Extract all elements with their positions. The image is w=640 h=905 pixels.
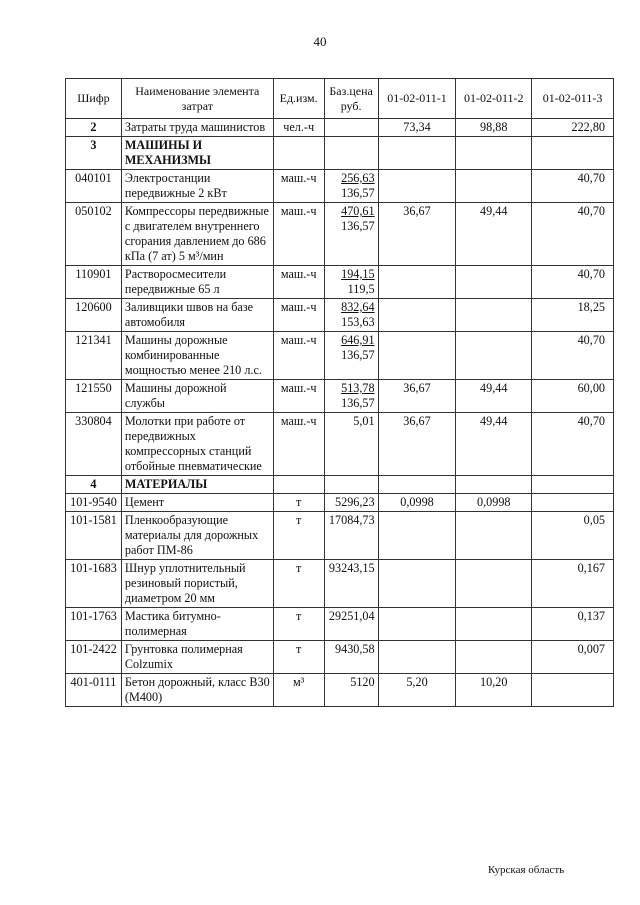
table-row	[66, 137, 614, 170]
cell-code: 2	[66, 119, 122, 137]
cell-unit: маш.-ч	[273, 266, 324, 299]
cell-name: Грунтовка полимерная Colzumix	[121, 641, 273, 674]
cell-unit	[273, 137, 324, 170]
cost-table	[65, 78, 614, 707]
cell-name: Затраты труда машинистов	[121, 119, 273, 137]
cell-col1	[378, 476, 456, 494]
cell-name: Растворосмесители передвижные 65 л	[121, 266, 273, 299]
cell-col3: 0,167	[532, 560, 614, 608]
cell-code: 4	[66, 476, 122, 494]
cell-base-price	[324, 512, 378, 560]
cell-unit	[273, 476, 324, 494]
cell-code: 120600	[66, 299, 122, 332]
cell-col2: 49,44	[456, 380, 532, 413]
cell-col1	[378, 266, 456, 299]
cell-unit: м³	[273, 674, 324, 707]
header-code: Шифр	[66, 79, 122, 119]
cell-base-price	[324, 170, 378, 203]
cell-col1	[378, 608, 456, 641]
cell-code: 401-0111	[66, 674, 122, 707]
base-price-value: 256,63	[341, 171, 375, 185]
cell-code: 121550	[66, 380, 122, 413]
cell-col2	[456, 512, 532, 560]
base-price-value: 5296,23	[335, 495, 375, 509]
cell-col2	[456, 170, 532, 203]
cell-base-price	[324, 608, 378, 641]
table-row	[66, 170, 614, 203]
cell-unit: маш.-ч	[273, 380, 324, 413]
cell-col2	[456, 560, 532, 608]
cell-col3	[532, 137, 614, 170]
cell-col3: 40,70	[532, 266, 614, 299]
base-price-value: 93243,15	[328, 561, 375, 575]
cell-code: 101-2422	[66, 641, 122, 674]
table-row	[66, 203, 614, 266]
table-row	[66, 608, 614, 641]
base-price-value: 5120	[350, 675, 375, 689]
cell-name: МАТЕРИАЛЫ	[121, 476, 273, 494]
cell-col1	[378, 641, 456, 674]
cell-col3	[532, 476, 614, 494]
cell-col1	[378, 332, 456, 380]
table-row	[66, 641, 614, 674]
cell-base-price	[324, 203, 378, 266]
cell-name: Шнур уплотнительный резиновый пористый, диаметром 20 мм	[121, 560, 273, 608]
cell-code: 101-1581	[66, 512, 122, 560]
cell-col2	[456, 332, 532, 380]
cell-code: 3	[66, 137, 122, 170]
base-price-value: 470,61	[341, 204, 375, 218]
cell-name: Пленкообразующие материалы для дорожных работ ПМ-86	[121, 512, 273, 560]
base-price-value: 29251,04	[328, 609, 375, 623]
cell-base-price	[324, 119, 378, 137]
cell-name: МАШИНЫ И МЕХАНИЗМЫ	[121, 137, 273, 170]
header-col2: 01-02-011-2	[456, 79, 532, 119]
base-price-wage: 136,57	[341, 396, 375, 410]
cell-code: 121341	[66, 332, 122, 380]
cell-code: 101-1763	[66, 608, 122, 641]
cell-base-price	[324, 413, 378, 476]
cell-name: Мастика битумно-полимерная	[121, 608, 273, 641]
cell-col3	[532, 494, 614, 512]
cell-base-price	[324, 641, 378, 674]
cell-col1	[378, 299, 456, 332]
cell-col3: 18,25	[532, 299, 614, 332]
cell-col1: 36,67	[378, 413, 456, 476]
cell-col1: 73,34	[378, 119, 456, 137]
cell-code: 101-1683	[66, 560, 122, 608]
cell-name: Машины дорожные комбинированные мощностью менее 210 л.с.	[121, 332, 273, 380]
base-price-wage: 119,5	[347, 282, 375, 296]
cell-col2: 49,44	[456, 203, 532, 266]
cell-unit: маш.-ч	[273, 332, 324, 380]
cell-unit: т	[273, 641, 324, 674]
base-price-wage: 136,57	[341, 219, 375, 233]
table-row	[66, 332, 614, 380]
cell-col1: 0,0998	[378, 494, 456, 512]
cell-unit: маш.-ч	[273, 203, 324, 266]
base-price-value: 832,64	[341, 300, 375, 314]
cell-unit: т	[273, 560, 324, 608]
cell-code: 110901	[66, 266, 122, 299]
cell-col3: 222,80	[532, 119, 614, 137]
table-row	[66, 512, 614, 560]
table-row	[66, 674, 614, 707]
cell-base-price	[324, 674, 378, 707]
header-col3: 01-02-011-3	[532, 79, 614, 119]
cell-col3: 0,137	[532, 608, 614, 641]
cell-col3: 0,007	[532, 641, 614, 674]
base-price-value: 513,78	[341, 381, 375, 395]
table-row	[66, 560, 614, 608]
cell-col2	[456, 476, 532, 494]
cell-name: Электростанции передвижные 2 кВт	[121, 170, 273, 203]
header-name: Наименование элемента затрат	[121, 79, 273, 119]
cell-col3: 40,70	[532, 413, 614, 476]
cell-unit: т	[273, 494, 324, 512]
cell-col3: 0,05	[532, 512, 614, 560]
base-price-value: 194,15	[341, 267, 375, 281]
base-price-value: 17084,73	[328, 513, 375, 527]
table-row	[66, 299, 614, 332]
cell-col3: 60,00	[532, 380, 614, 413]
cell-col2	[456, 608, 532, 641]
base-price-value: 9430,58	[335, 642, 375, 656]
cell-col2	[456, 137, 532, 170]
cell-col2: 49,44	[456, 413, 532, 476]
cell-col1: 36,67	[378, 203, 456, 266]
cell-col3: 40,70	[532, 332, 614, 380]
cell-base-price	[324, 476, 378, 494]
cell-name: Бетон дорожный, класс В30 (М400)	[121, 674, 273, 707]
cell-col2: 10,20	[456, 674, 532, 707]
cell-unit: маш.-ч	[273, 170, 324, 203]
cell-col3	[532, 674, 614, 707]
cell-col2: 0,0998	[456, 494, 532, 512]
cell-base-price	[324, 137, 378, 170]
cell-code: 330804	[66, 413, 122, 476]
cell-base-price	[324, 494, 378, 512]
table-row	[66, 380, 614, 413]
base-price-value: 646,91	[341, 333, 375, 347]
table-header-row	[66, 79, 614, 119]
cell-base-price	[324, 560, 378, 608]
page-number: 40	[313, 34, 327, 49]
cell-col2: 98,88	[456, 119, 532, 137]
cell-name: Цемент	[121, 494, 273, 512]
cell-col2	[456, 266, 532, 299]
cell-name: Заливщики швов на базе автомобиля	[121, 299, 273, 332]
footer-region: Курская область	[488, 864, 565, 876]
cell-name: Компрессоры передвижные с двигателем внутреннего сгорания давлением до 686 кПа (7 ат) 5 м³/мин	[121, 203, 273, 266]
header-base-price: Баз.цена руб.	[324, 79, 378, 119]
header-unit: Ед.изм.	[273, 79, 324, 119]
cell-base-price	[324, 266, 378, 299]
table-row	[66, 266, 614, 299]
cell-col3: 40,70	[532, 203, 614, 266]
base-price-wage: 153,63	[341, 315, 375, 329]
cell-col1	[378, 560, 456, 608]
cell-code: 050102	[66, 203, 122, 266]
cell-col2	[456, 299, 532, 332]
header-col1: 01-02-011-1	[378, 79, 456, 119]
cell-base-price	[324, 380, 378, 413]
cell-code: 040101	[66, 170, 122, 203]
cell-col1	[378, 137, 456, 170]
cell-name: Молотки при работе от передвижных компрессорных станций отбойные пневматические	[121, 413, 273, 476]
cell-unit: т	[273, 512, 324, 560]
cell-col3: 40,70	[532, 170, 614, 203]
cell-col1: 36,67	[378, 380, 456, 413]
base-price-wage: 136,57	[341, 186, 375, 200]
cell-col1	[378, 170, 456, 203]
cell-name: Машины дорожной службы	[121, 380, 273, 413]
table-row	[66, 119, 614, 137]
cell-col1: 5,20	[378, 674, 456, 707]
cell-code: 101-9540	[66, 494, 122, 512]
base-price-wage: 136,57	[341, 348, 375, 362]
cell-unit: чел.-ч	[273, 119, 324, 137]
cell-col1	[378, 512, 456, 560]
table-row	[66, 413, 614, 476]
cell-unit: маш.-ч	[273, 413, 324, 476]
cell-base-price	[324, 299, 378, 332]
cell-base-price	[324, 332, 378, 380]
table-row	[66, 494, 614, 512]
table-row	[66, 476, 614, 494]
base-price-value: 5,01	[353, 414, 375, 428]
cell-unit: т	[273, 608, 324, 641]
cell-unit: маш.-ч	[273, 299, 324, 332]
cell-col2	[456, 641, 532, 674]
